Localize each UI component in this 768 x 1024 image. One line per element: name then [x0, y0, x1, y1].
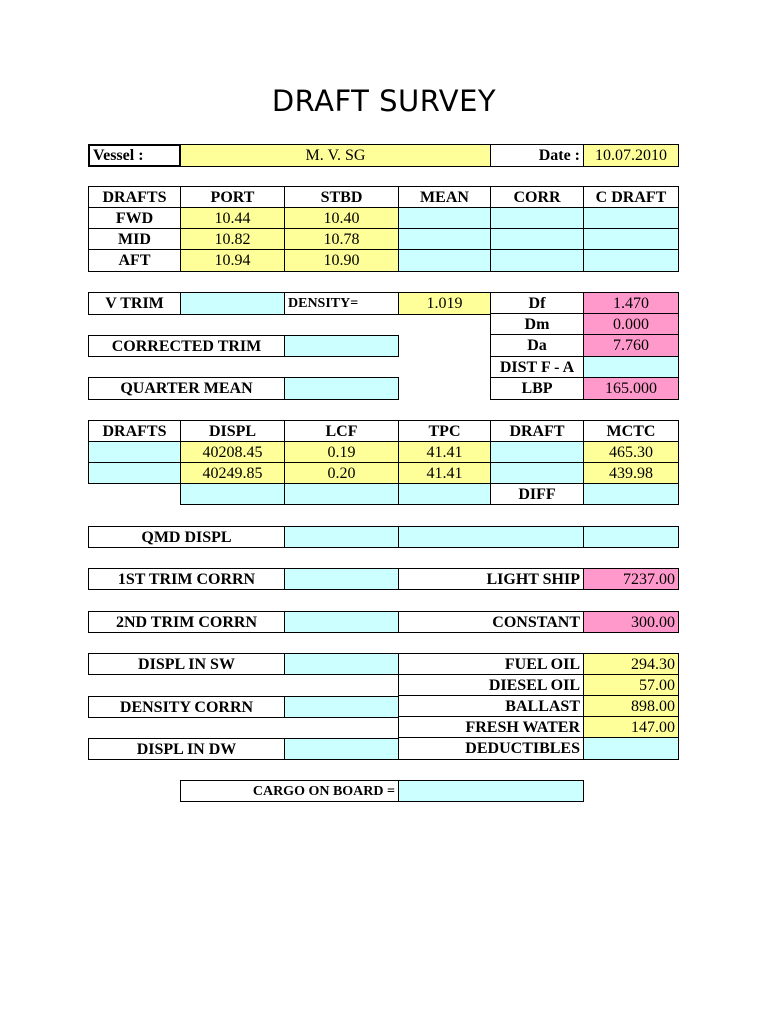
displ-in-sw-label: DISPL IN SW — [88, 653, 285, 675]
dm-label: Dm — [490, 313, 584, 335]
cargo-on-board-cell[interactable] — [398, 780, 584, 802]
quarter-mean-label: QUARTER MEAN — [88, 377, 285, 400]
displ-header: DISPL — [180, 420, 285, 442]
fresh-water-label: FRESH WATER — [398, 716, 584, 738]
hydro-drafts-header: DRAFTS — [88, 420, 181, 442]
mid-port-cell[interactable]: 10.82 — [180, 228, 285, 250]
fwd-stbd-cell[interactable]: 10.40 — [284, 207, 399, 229]
df-cell[interactable]: 1.470 — [583, 292, 679, 314]
diff-label: DIFF — [490, 483, 584, 505]
hydro-row2-mctc-cell[interactable]: 439.98 — [583, 462, 679, 484]
displ-in-dw-label: DISPL IN DW — [88, 738, 285, 760]
hydro-row2-draft-cell[interactable] — [88, 462, 181, 484]
fresh-water-cell[interactable]: 147.00 — [583, 716, 679, 738]
aft-c-draft-cell[interactable] — [583, 249, 679, 272]
row-label-mid: MID — [88, 228, 181, 250]
fwd-corr-cell[interactable] — [490, 207, 584, 229]
hydro-interp-lcf-cell[interactable] — [284, 483, 399, 505]
diff-cell[interactable] — [583, 483, 679, 505]
light-ship-cell[interactable]: 7237.00 — [583, 568, 679, 590]
aft-corr-cell[interactable] — [490, 249, 584, 272]
corrected-trim-label: CORRECTED TRIM — [88, 335, 285, 357]
corrected-trim-cell[interactable] — [284, 335, 399, 357]
quarter-mean-cell[interactable] — [284, 377, 399, 400]
df-label: Df — [490, 292, 584, 314]
first-trim-corrn-label: 1ST TRIM CORRN — [88, 568, 285, 590]
hydro-row1-tpc-cell[interactable]: 41.41 — [398, 441, 491, 463]
mean-header: MEAN — [398, 186, 491, 208]
page-title: DRAFT SURVEY — [271, 84, 497, 118]
port-header: PORT — [180, 186, 285, 208]
qmd-displ-cell-1[interactable] — [284, 526, 399, 548]
density-corrn-label: DENSITY CORRN — [88, 696, 285, 718]
tpc-header: TPC — [398, 420, 491, 442]
da-label: Da — [490, 334, 584, 357]
hydro-row1-lcf-cell[interactable]: 0.19 — [284, 441, 399, 463]
fwd-port-cell[interactable]: 10.44 — [180, 207, 285, 229]
hydro-row1-draft2-cell[interactable] — [490, 441, 584, 463]
aft-stbd-cell[interactable]: 10.90 — [284, 249, 399, 272]
ballast-label: BALLAST — [398, 695, 584, 717]
fuel-oil-cell[interactable]: 294.30 — [583, 653, 679, 675]
density-corrn-cell[interactable] — [284, 696, 399, 718]
first-trim-corrn-cell[interactable] — [284, 568, 399, 590]
hydro-interp-displ-cell[interactable] — [180, 483, 285, 505]
dm-cell[interactable]: 0.000 — [583, 313, 679, 335]
row-label-fwd: FWD — [88, 207, 181, 229]
constant-label: CONSTANT — [398, 611, 584, 633]
mid-mean-cell[interactable] — [398, 228, 491, 250]
diesel-oil-cell[interactable]: 57.00 — [583, 674, 679, 696]
mid-corr-cell[interactable] — [490, 228, 584, 250]
corr-header: CORR — [490, 186, 584, 208]
row-label-aft: AFT — [88, 249, 181, 272]
qmd-displ-cell-3[interactable] — [583, 526, 679, 548]
mctc-header: MCTC — [583, 420, 679, 442]
hydro-row1-draft-cell[interactable] — [88, 441, 181, 463]
second-trim-corrn-label: 2ND TRIM CORRN — [88, 611, 285, 633]
drafts-header: DRAFTS — [88, 186, 181, 208]
lbp-cell[interactable]: 165.000 — [583, 377, 679, 400]
constant-cell[interactable]: 300.00 — [583, 611, 679, 633]
hydro-row2-displ-cell[interactable]: 40249.85 — [180, 462, 285, 484]
lbp-label: LBP — [490, 377, 584, 400]
light-ship-label: LIGHT SHIP — [398, 568, 584, 590]
displ-in-sw-cell[interactable] — [284, 653, 399, 675]
hydro-row1-displ-cell[interactable]: 40208.45 — [180, 441, 285, 463]
ballast-cell[interactable]: 898.00 — [583, 695, 679, 717]
aft-port-cell[interactable]: 10.94 — [180, 249, 285, 272]
dist-f-a-cell[interactable] — [583, 356, 679, 378]
draft-header: DRAFT — [490, 420, 584, 442]
date-label: Date : — [490, 144, 584, 167]
stbd-header: STBD — [284, 186, 399, 208]
qmd-displ-label: QMD DISPL — [88, 526, 285, 548]
displ-in-dw-cell[interactable] — [284, 738, 399, 760]
vessel-label: Vessel : — [88, 144, 181, 167]
qmd-displ-cell-2[interactable] — [398, 526, 584, 548]
fuel-oil-label: FUEL OIL — [398, 653, 584, 675]
da-cell[interactable]: 7.760 — [583, 334, 679, 357]
v-trim-cell[interactable] — [180, 292, 285, 315]
diesel-oil-label: DIESEL OIL — [398, 674, 584, 696]
vessel-name-cell[interactable]: M. V. SG — [180, 144, 491, 167]
date-cell[interactable]: 10.07.2010 — [583, 144, 679, 167]
cargo-on-board-label: CARGO ON BOARD = — [180, 780, 399, 802]
second-trim-corrn-cell[interactable] — [284, 611, 399, 633]
hydro-interp-tpc-cell[interactable] — [398, 483, 491, 505]
density-label: DENSITY= — [284, 292, 399, 315]
hydro-row1-mctc-cell[interactable]: 465.30 — [583, 441, 679, 463]
dist-f-a-label: DIST F - A — [490, 356, 584, 378]
hydro-row2-tpc-cell[interactable]: 41.41 — [398, 462, 491, 484]
lcf-header: LCF — [284, 420, 399, 442]
density-cell[interactable]: 1.019 — [398, 292, 491, 315]
fwd-mean-cell[interactable] — [398, 207, 491, 229]
hydro-row2-lcf-cell[interactable]: 0.20 — [284, 462, 399, 484]
aft-mean-cell[interactable] — [398, 249, 491, 272]
fwd-c-draft-cell[interactable] — [583, 207, 679, 229]
hydro-row2-draft2-cell[interactable] — [490, 462, 584, 484]
c-draft-header: C DRAFT — [583, 186, 679, 208]
deductibles-cell[interactable] — [583, 737, 679, 760]
deductibles-label: DEDUCTIBLES — [398, 737, 584, 760]
mid-c-draft-cell[interactable] — [583, 228, 679, 250]
mid-stbd-cell[interactable]: 10.78 — [284, 228, 399, 250]
v-trim-label: V TRIM — [88, 292, 181, 315]
